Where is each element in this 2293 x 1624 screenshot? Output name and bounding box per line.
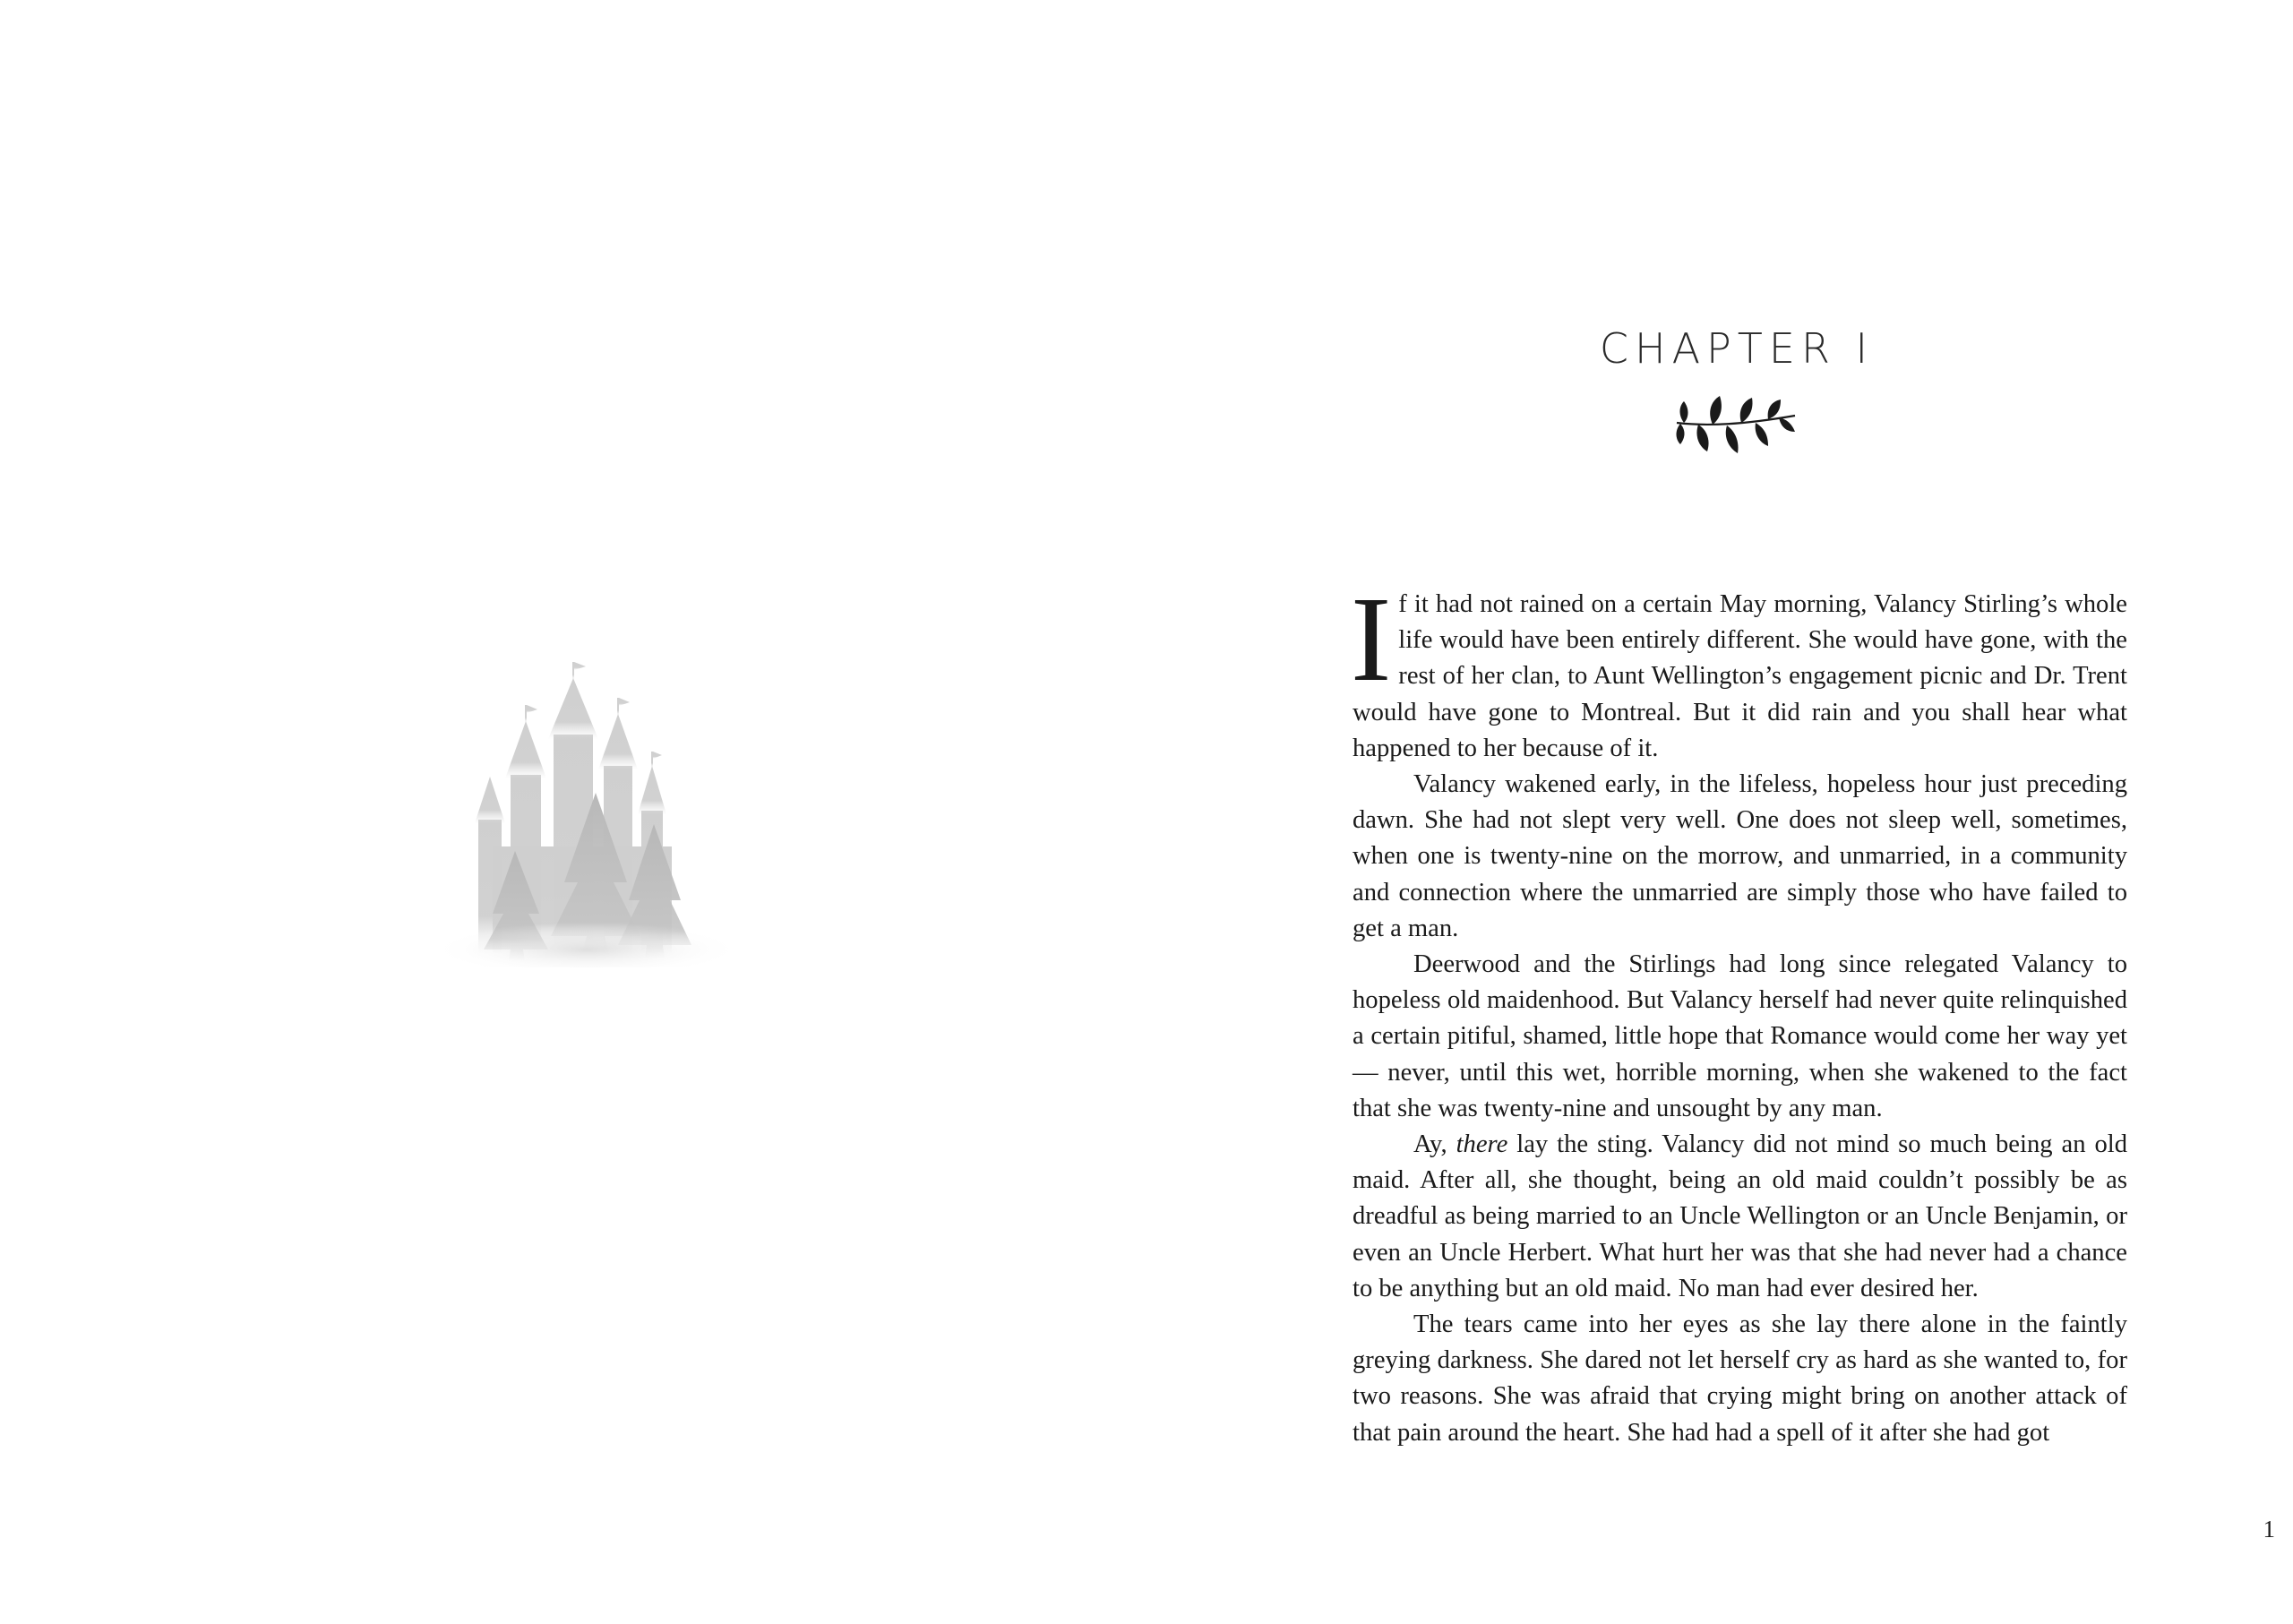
page-number: 1	[2263, 1516, 2275, 1542]
paragraph-5: The tears came into her eyes as she lay there alone in the faintly greying darkness. She dared not let herself cry as hard as she wanted to, for two reasons. She was afraid that crying might bring on another attack of that pain around the heart. She had had a spell of it after she had got	[1353, 1310, 2127, 1447]
paragraph-4-rest: lay the sting. Valancy did not mind so much being an old maid. After all, she thought, being an old maid couldn’t possibly be as dreadful as being married to an Uncle Wellington or an Uncle Benjamin, or even an Uncle Herbert. What hurt her was that she had never had a chance to be anything but an old maid. No man had ever desired her.	[1353, 1130, 2127, 1302]
paragraph-1	[1351, 572, 2127, 767]
chapter-body-text	[1351, 572, 2127, 1451]
chapter-title: CHAPTER I	[1599, 324, 1875, 373]
castle-silhouette-illustration	[439, 658, 734, 967]
drop-cap: I	[1351, 572, 1392, 707]
leaf-sprig-ornament	[1671, 392, 1800, 457]
paragraph-3: Deerwood and the Stirlings had long since relegated Valancy to hopeless old maidenhood. But Valancy herself had never quite relinquished a certain pitiful, shamed, little hope that Romance would come her way yet — never, until this wet, horrible morning, when she wakened to the fact that she was twenty-nine and unsought by any man.	[1353, 950, 2127, 1122]
left-page	[0, 0, 1146, 1624]
right-page	[1146, 0, 2293, 1624]
paragraph-1-text: f it had not rained on a certain May morning, Valancy Stirling’s whole life would have been entirely different. She would have gone, with the rest of her clan, to Aunt Wellington’s engagement picnic and Dr. Trent would have gone to Montreal. But it did rain and you shall hear what happened to her because of it.	[1353, 590, 2127, 762]
paragraph-2: Valancy wakened early, in the lifeless, hopeless hour just preceding dawn. She had not slept very well. One does not sleep well, sometimes, when one is twenty-nine on the morrow, and unmarried, in a community and connection where the unmarried are simply those who have failed to get a man.	[1353, 770, 2127, 942]
paragraph-4	[1353, 1127, 2127, 1307]
paragraph-4-start: Ay,	[1413, 1130, 1456, 1159]
paragraph-4-italic: there	[1456, 1130, 1508, 1159]
